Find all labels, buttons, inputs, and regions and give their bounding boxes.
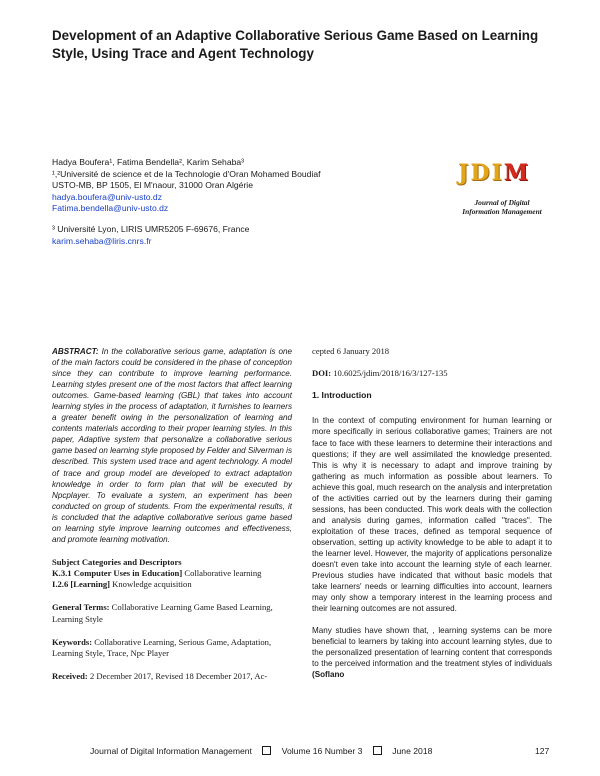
citation-soflano: (Soflano bbox=[312, 670, 345, 680]
footer-content bbox=[90, 746, 432, 756]
email-link-boufera[interactable]: hadya.boufera@univ-usto.dz bbox=[52, 191, 163, 202]
subject-line-1 bbox=[52, 568, 292, 579]
logo-caption-line2: Information Management bbox=[462, 207, 542, 216]
introduction-paragraph-2-text: Many studies have shown that, , learning systems can be more beneficial to learners by taking into account learning styles, due to the personalized presentation of learning content that corresponds to the perceived information and the treatment styles of individuals bbox=[312, 626, 552, 669]
left-column bbox=[52, 346, 292, 682]
received-dates bbox=[52, 671, 292, 682]
doi bbox=[312, 368, 552, 379]
subject-line-2-desc: Knowledge acquisition bbox=[110, 579, 192, 590]
doi-text[interactable]: 10.6025/jdim/2018/16/3/127-135 bbox=[331, 368, 448, 379]
affiliation-1-2-line2: USTO-MB, BP 1505, El M'naour, 31000 Oran Algérie bbox=[52, 180, 253, 191]
footer-separator-icon bbox=[373, 746, 382, 755]
introduction-paragraph-1: In the context of computing environment for human learning or more specifically in serious collaborative games; Trainers are not face to face with these learners to determine their interactions and questions; if they are well assimilated the knowledge presented. This is why it is necessary to adapt and improve training by gathering as much information as possible about learners. To achieve this goal, much research on the analysis and interpretation of the activities carried out by the learners during their gaming sessions, has been conducted. This work deals with the collection and analysis during games, information called "traces". The exploitation of these traces, defined as temporal sequence of observation, setting up activity knowledge to be able to adapt it to the learner level. However, the majority of applications personalize doesn't even take into account the learning style of each learner. Previous studies have indicated that without basic models that take learners' needs or learning difficulties into account, learners may only show a temporary interest in the learning process and their learning outcomes are not assured. bbox=[312, 416, 552, 614]
accepted-date: cepted 6 January 2018 bbox=[312, 346, 390, 356]
author-block bbox=[52, 157, 382, 247]
right-column bbox=[312, 346, 552, 680]
logo-letters-gold: JDI bbox=[458, 160, 504, 186]
footer-date: June 2018 bbox=[392, 746, 433, 756]
email-link-bendella[interactable]: Fatima.bendella@univ-usto.dz bbox=[52, 203, 169, 214]
received-text: 2 December 2017, Revised 18 December 2017, Ac- bbox=[87, 671, 268, 682]
author-names: Hadya Boufera¹, Fatima Bendella², Karim Sehaba³ bbox=[52, 157, 245, 167]
journal-logo bbox=[452, 160, 552, 220]
logo-caption-line1: Journal of Digital bbox=[474, 198, 530, 207]
subject-line-2 bbox=[52, 579, 292, 590]
keywords-text: Collaborative Learning, Serious Game, Adaptation, Learning Style, Trace, Npc Player bbox=[52, 636, 272, 659]
keywords bbox=[52, 637, 292, 659]
introduction-heading: 1. Introduction bbox=[312, 390, 372, 401]
subject-categories bbox=[52, 557, 292, 591]
email-link-sehaba[interactable]: karim.sehaba@liris.cnrs.fr bbox=[52, 235, 152, 246]
subject-heading: Subject Categories and Descriptors bbox=[52, 556, 182, 567]
abstract-label: ABSTRACT: bbox=[52, 347, 99, 356]
logo-caption bbox=[452, 198, 552, 216]
subject-line-1-desc: Collaborative learning bbox=[182, 568, 262, 579]
introduction-paragraph-2 bbox=[312, 625, 552, 680]
paper-title: Development of an Adaptive Collaborative Serious Game Based on Learning Style, Using Trace and Agent Technology bbox=[52, 28, 539, 61]
abstract-text: In the collaborative serious game, adaptation is one of the main factors could be considered in the phase of conception since they can contribute to improve learning performance. Learning styles present one of the most factors that affect learning outcomes. Game-based learning (GBL) that takes into account learning styles in the process of adaptation, it furnishes to learners a greater benefit owing in the personalization of learning and contents materials according to their proper learning styles. In this paper, Adaptive system that personalize a collaborative serious game based on learning style proposed by Felder and Silverman is described. This system used trace and agent technology. A model of trace and group model are developed to extract adaptation knowledge in order to form plan that will be executed by Npcplayer. To evaluate a system, an experiment has been conducted on group of students. From the experimental results, it is concluded that the adaptive collaborative serious game based on learning style improve learning outcomes and effectiveness, and promote learning motivation. bbox=[52, 347, 292, 544]
abstract bbox=[52, 346, 292, 545]
jdim-logo-glyph bbox=[458, 160, 530, 186]
general-terms-text: Collaborative Learning Game Based Learning, Learning Style bbox=[52, 602, 273, 624]
affiliation-3: ³ Université Lyon, LIRIS UMR5205 F-69676, France bbox=[52, 223, 250, 234]
subject-line-2-code: I.2.6 [Learning] bbox=[52, 579, 111, 590]
received-label: Received: bbox=[52, 671, 88, 682]
affiliation-1-2-line1: ¹,²Université de science et de la Technologie d'Oran Mohamed Boudiaf bbox=[52, 168, 321, 179]
keywords-label: Keywords: bbox=[52, 636, 93, 647]
footer-journal: Journal of Digital Information Management bbox=[90, 746, 252, 756]
logo-letter-red: M bbox=[503, 160, 531, 186]
footer-page-number: 127 bbox=[535, 746, 550, 756]
footer-separator-icon bbox=[262, 746, 271, 755]
general-terms-label: General Terms: bbox=[52, 602, 110, 613]
doi-label: DOI: bbox=[312, 368, 332, 379]
subject-line-1-code: K.3.1 Computer Uses in Education] bbox=[52, 568, 183, 579]
general-terms bbox=[52, 602, 292, 624]
footer-volume: Volume 16 Number 3 bbox=[281, 746, 363, 756]
